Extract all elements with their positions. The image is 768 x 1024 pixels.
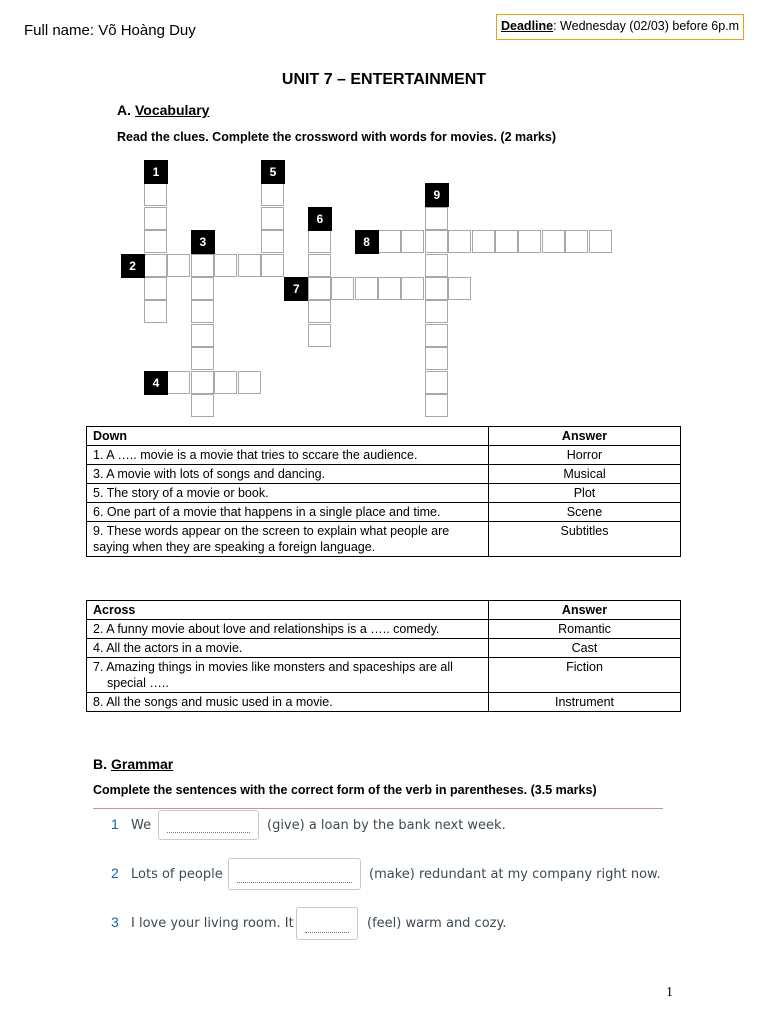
- answer-cell[interactable]: Plot: [489, 484, 681, 503]
- deadline-label: Deadline: [501, 19, 554, 33]
- crossword-number-7: 7: [284, 277, 308, 301]
- full-name: Full name: Võ Hoàng Duy: [24, 22, 196, 39]
- section-b-heading: [93, 756, 173, 772]
- crossword-cell[interactable]: [308, 254, 331, 277]
- exercise-text-after: (feel) warm and cozy.: [367, 916, 507, 931]
- answer-cell[interactable]: Subtitles: [489, 522, 681, 557]
- crossword-cell[interactable]: [261, 183, 284, 206]
- clue-text: 4. All the actors in a movie.: [93, 641, 243, 655]
- crossword-cell[interactable]: [261, 254, 284, 277]
- answer-header: Answer: [489, 427, 681, 446]
- clue-text: 1. A ….. movie is a movie that tries to sccare the audience.: [93, 448, 418, 462]
- crossword-cell[interactable]: [308, 230, 331, 253]
- section-a-instruction: Read the clues. Complete the crossword with words for movies. (2 marks): [117, 130, 557, 144]
- crossword-cell[interactable]: [378, 277, 401, 300]
- crossword-cell[interactable]: [495, 230, 518, 253]
- crossword-cell[interactable]: [425, 277, 448, 300]
- answer-cell[interactable]: Cast: [489, 639, 681, 658]
- crossword-cell[interactable]: [425, 254, 448, 277]
- answer-header: Answer: [489, 601, 681, 620]
- section-a-letter: A.: [117, 102, 131, 118]
- crossword-cell[interactable]: [401, 277, 424, 300]
- crossword-cell[interactable]: [378, 230, 401, 253]
- crossword-cell[interactable]: [144, 300, 167, 323]
- answer-cell[interactable]: Musical: [489, 465, 681, 484]
- clue-text: 3. A movie with lots of songs and dancing.: [93, 467, 326, 481]
- crossword-cell[interactable]: [425, 207, 448, 230]
- section-b-letter: B.: [93, 756, 107, 772]
- crossword-cell[interactable]: [167, 371, 190, 394]
- crossword-cell[interactable]: [425, 300, 448, 323]
- crossword-cell[interactable]: [355, 277, 378, 300]
- exercise-number: 3: [111, 914, 119, 930]
- exercise-text-before: We: [131, 818, 152, 833]
- crossword-cell[interactable]: [144, 254, 167, 277]
- crossword-cell[interactable]: [308, 300, 331, 323]
- crossword-cell[interactable]: [425, 394, 448, 417]
- crossword-number-9: 9: [425, 183, 449, 207]
- answer-cell[interactable]: Instrument: [489, 693, 681, 712]
- table-row: [87, 465, 681, 484]
- crossword-cell[interactable]: [261, 230, 284, 253]
- crossword-cell[interactable]: [425, 230, 448, 253]
- answer-cell[interactable]: Romantic: [489, 620, 681, 639]
- crossword-cell[interactable]: [238, 254, 261, 277]
- exercise-text-after: (give) a loan by the bank next week.: [267, 818, 506, 833]
- crossword-cell[interactable]: [425, 347, 448, 370]
- crossword-cell[interactable]: [425, 324, 448, 347]
- table-row: [87, 620, 681, 639]
- exercise-text-before: I love your living room. It: [131, 916, 294, 931]
- table-row: [87, 658, 681, 693]
- table-header-row: [87, 427, 681, 446]
- table-row: [87, 639, 681, 658]
- across-header: Across: [87, 601, 489, 620]
- crossword-cell[interactable]: [191, 324, 214, 347]
- answer-blank[interactable]: [158, 810, 259, 840]
- crossword-cell[interactable]: [144, 207, 167, 230]
- crossword-cell[interactable]: [191, 254, 214, 277]
- crossword-cell[interactable]: [191, 277, 214, 300]
- crossword-cell[interactable]: [144, 277, 167, 300]
- table-row: [87, 446, 681, 465]
- crossword-cell[interactable]: [425, 371, 448, 394]
- crossword-number-2: 2: [121, 254, 145, 278]
- clue-text: 8. All the songs and music used in a movie.: [93, 695, 333, 709]
- answer-cell[interactable]: Scene: [489, 503, 681, 522]
- divider: [93, 808, 663, 809]
- across-clues-table: [86, 600, 681, 712]
- crossword-cell[interactable]: [565, 230, 588, 253]
- crossword-cell[interactable]: [214, 371, 237, 394]
- exercise-text-before: Lots of people: [131, 867, 223, 882]
- crossword-cell[interactable]: [191, 347, 214, 370]
- crossword-cell[interactable]: [191, 300, 214, 323]
- crossword-cell[interactable]: [589, 230, 612, 253]
- exercise-number: 2: [111, 865, 119, 881]
- crossword-cell[interactable]: [167, 254, 190, 277]
- table-row: [87, 503, 681, 522]
- clue-text: 5. The story of a movie or book.: [93, 486, 269, 500]
- crossword-cell[interactable]: [518, 230, 541, 253]
- crossword-cell[interactable]: [214, 254, 237, 277]
- crossword-cell[interactable]: [191, 394, 214, 417]
- crossword-cell[interactable]: [144, 230, 167, 253]
- page-number: 1: [666, 985, 673, 1000]
- crossword-cell[interactable]: [308, 324, 331, 347]
- crossword-cell[interactable]: [448, 230, 471, 253]
- table-row: [87, 693, 681, 712]
- crossword-cell[interactable]: [472, 230, 495, 253]
- table-header-row: [87, 601, 681, 620]
- crossword-cell[interactable]: [542, 230, 565, 253]
- crossword-cell[interactable]: [144, 183, 167, 206]
- section-a-name: Vocabulary: [135, 102, 210, 118]
- answer-cell[interactable]: Horror: [489, 446, 681, 465]
- exercise-number: 1: [111, 816, 119, 832]
- crossword-number-5: 5: [261, 160, 285, 184]
- crossword-number-3: 3: [191, 230, 215, 254]
- clue-text: 9. These words appear on the screen to explain what people are saying when they are speaking a foreign language.: [93, 524, 450, 554]
- section-b-instruction: Complete the sentences with the correct form of the verb in parentheses. (3.5 marks): [93, 783, 597, 797]
- crossword-cell[interactable]: [448, 277, 471, 300]
- deadline-text: : Wednesday (02/03) before 6p.m: [553, 19, 740, 33]
- crossword-number-4: 4: [144, 371, 168, 395]
- exercise-text-after: (make) redundant at my company right now.: [369, 867, 661, 882]
- down-header: Down: [87, 427, 489, 446]
- clue-text: 7. Amazing things in movies like monsters and spaceships are all special …..: [93, 660, 453, 690]
- clue-text: 2. A funny movie about love and relationships is a ….. comedy.: [93, 622, 440, 636]
- crossword-number-1: 1: [144, 160, 168, 184]
- crossword-cell[interactable]: [261, 207, 284, 230]
- table-row: [87, 522, 681, 557]
- answer-cell[interactable]: Fiction: [489, 658, 681, 693]
- crossword-number-8: 8: [355, 230, 379, 254]
- answer-blank[interactable]: [296, 907, 358, 940]
- crossword-cell[interactable]: [308, 277, 331, 300]
- answer-blank[interactable]: [228, 858, 361, 890]
- unit-title: UNIT 7 – ENTERTAINMENT: [281, 71, 487, 88]
- section-b-name: Grammar: [111, 756, 174, 772]
- crossword-cell[interactable]: [238, 371, 261, 394]
- clue-text: 6. One part of a movie that happens in a single place and time.: [93, 505, 441, 519]
- crossword-cell[interactable]: [191, 371, 214, 394]
- crossword-cell[interactable]: [401, 230, 424, 253]
- table-row: [87, 484, 681, 503]
- crossword-cell[interactable]: [331, 277, 354, 300]
- down-clues-table: [86, 426, 681, 557]
- crossword-grid: [0, 0, 768, 420]
- crossword-number-6: 6: [308, 207, 332, 231]
